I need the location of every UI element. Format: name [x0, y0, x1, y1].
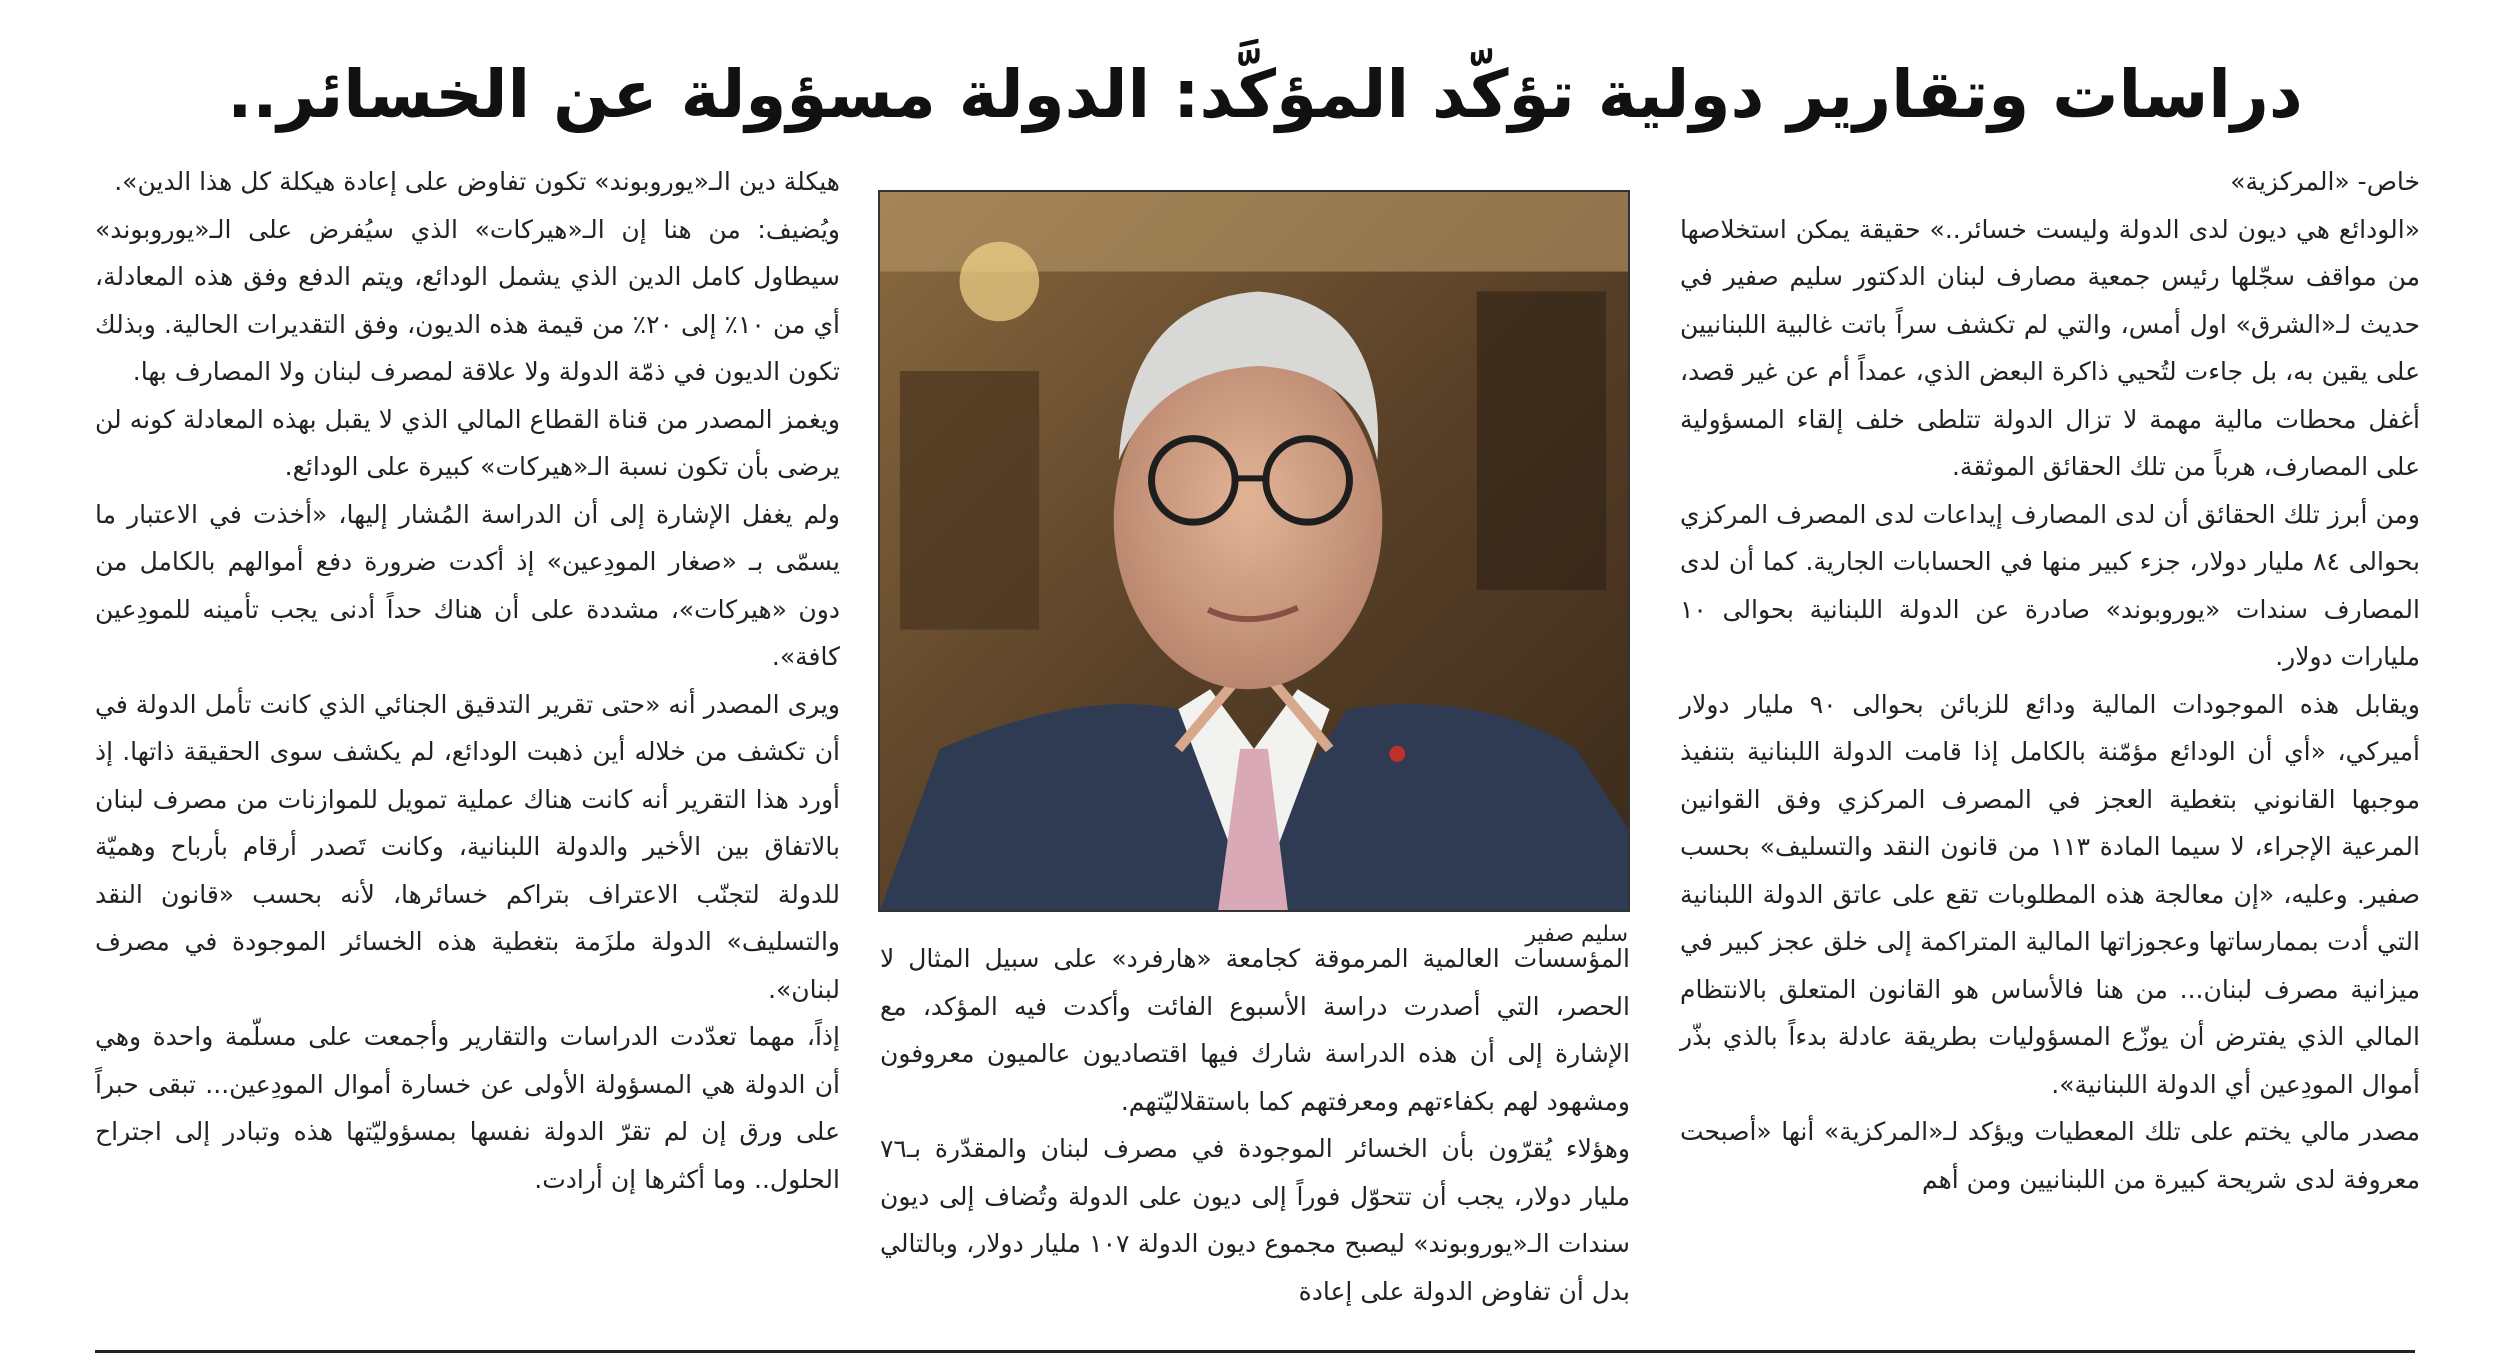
paragraph: ويقابل هذه الموجودات المالية ودائع للزبائن بحوالى ٩٠ مليار دولار أميركي، «أي أن الودائع مؤمّنة بالكامل إذا قامت الدولة اللبنانية بتنفيذ موجبها القانوني بتغطية العجز في المصرف المركزي وفق القوانين المرعية الإجراء، لا سيما المادة ١١٣ من قانون النقد والتسليف» بحسب صفير. وعليه، «إن معالجة هذه المطلوبات تقع على عاتق الدولة اللبنانية التي أدت بممارساتها وعجوزاتها المالية المتراكمة إلى خلق عجز كبير في ميزانية مصرف لبنان... من هنا فالأساس هو القانون المتعلق بالانتظام المالي الذي يفترض أن يوزّع المسؤوليات بطريقة عادلة بدءاً بالذي بذّر أموال المودِعين أي الدولة اللبنانية». [1680, 689, 2420, 1099]
paragraph: ويُضيف: من هنا إن الـ«هيركات» الذي سيُفرض على الـ«يوروبوند» سيطاول كامل الدين الذي يشمل الودائع، ويتم الدفع وفق هذه المعادلة، أي من ١٠٪ إلى ٢٠٪ من قيمة هذه الديون، وفق التقديرات الحالية. وبذلك تكون الديون في ذمّة الدولة ولا علاقة لمصرف لبنان ولا المصارف بها. [95, 214, 840, 386]
article-photo [878, 190, 1630, 912]
dateline: خاص- «المركزية» [2230, 167, 2420, 196]
paragraph: ومن أبرز تلك الحقائق أن لدى المصارف إيداعات لدى المصرف المركزي بحوالى ٨٤ مليار دولار، جزء كبير منها في الحسابات الجارية. كما أن لدى المصارف سندات «يوروبوند» صادرة عن الدولة اللبنانية بحوالى ١٠ مليارات دولار. [1680, 499, 2420, 671]
article-headline: دراسات وتقارير دولية تؤكّد المؤكَّد: الدولة مسؤولة عن الخسائر.. [227, 56, 2303, 133]
paragraph: وهؤلاء يُقرّون بأن الخسائر الموجودة في مصرف لبنان والمقدّرة بـ٧٦ مليار دولار، يجب أن تتحوّل فوراً إلى ديون على الدولة وتُضاف إلى ديون سندات الـ«يوروبوند» ليصبح مجموع ديون الدولة ١٠٧ مليار دولار، وبالتالي بدل أن تفاوض الدولة على إعادة [880, 1134, 1630, 1306]
article-column-left [95, 158, 840, 1203]
paragraph: المؤسسات العالمية المرموقة كجامعة «هارفرد» على سبيل المثال لا الحصر، التي أصدرت دراسة الأسبوع الفائت وأكدت فيه المؤكد، مع الإشارة إلى أن هذه الدراسة شارك فيها اقتصاديون عالميون معروفون ومشهود لهم بكفاءتهم ومعرفتهم كما باستقلاليّتهم. [880, 944, 1630, 1116]
photo-caption: سليم صفير [1525, 922, 1628, 947]
paragraph: مصدر مالي يختم على تلك المعطيات ويؤكد لـ«المركزية» أنها «أصبحت معروفة لدى شريحة كبيرة من اللبنانيين ومن أهم [1680, 1117, 2420, 1194]
article-column-middle [880, 935, 1630, 1315]
paragraph: «الودائع هي ديون لدى الدولة وليست خسائر..» حقيقة يمكن استخلاصها من مواقف سجّلها رئيس جمعية مصارف لبنان الدكتور سليم صفير في حديث لـ«الشرق» اول أمس، والتي لم تكشف سراً باتت غالبية اللبنانيين على يقين به، بل جاءت لتُحيي ذاكرة البعض الذي، عمداً أم عن غير قصد، أغفل محطات مالية مهمة لا تزال الدولة تتلطى خلف إلقاء المسؤولية على المصارف، هرباً من تلك الحقائق الموثقة. [1680, 214, 2420, 481]
bottom-divider [95, 1350, 2415, 1353]
paragraph: إذاً، مهما تعدّدت الدراسات والتقارير وأجمعت على مسلّمة واحدة وهي أن الدولة هي المسؤولة الأولى عن خسارة أموال المودِعين... تبقى حبراً على ورق إن لم تقرّ الدولة نفسها بمسؤوليّتها هذه وتبادر إلى اجتراح الحلول.. وما أكثرها إن أرادت. [95, 1022, 840, 1194]
portrait-image [880, 192, 1628, 910]
paragraph: هيكلة دين الـ«يوروبوند» تكون تفاوض على إعادة هيكلة كل هذا الدين». [114, 167, 840, 196]
article-column-right [1680, 158, 2420, 1203]
paragraph: ويغمز المصدر من قناة القطاع المالي الذي لا يقبل بهذه المعادلة كونه لن يرضى بأن تكون نسبة الـ«هيركات» كبيرة على الودائع. [95, 404, 840, 481]
paragraph: ويرى المصدر أنه «حتى تقرير التدقيق الجنائي الذي كانت تأمل الدولة في أن تكشف من خلاله أين ذهبت الودائع، لم يكشف سوى الحقيقة ذاتها. إذ أورد هذا التقرير أنه كانت هناك عملية تمويل للموازنات من مصرف لبنان بالاتفاق بين الأخير والدولة اللبنانية، وكانت تَصدر أرقام بأرباح وهميّة للدولة لتجنّب الاعتراف بتراكم خسائرها، لأنه بحسب «قانون النقد والتسليف» الدولة ملزَمة بتغطية هذه الخسائر الموجودة في مصرف لبنان». [95, 689, 840, 1004]
paragraph: ولم يغفل الإشارة إلى أن الدراسة المُشار إليها، «أخذت في الاعتبار ما يسمّى بـ «صغار المودِعين» إذ أكدت ضرورة دفع أموالهم بالكامل من دون «هيركات»، مشددة على أن هناك حداً أدنى يجب تأمينه للمودِعين كافة». [95, 499, 840, 671]
